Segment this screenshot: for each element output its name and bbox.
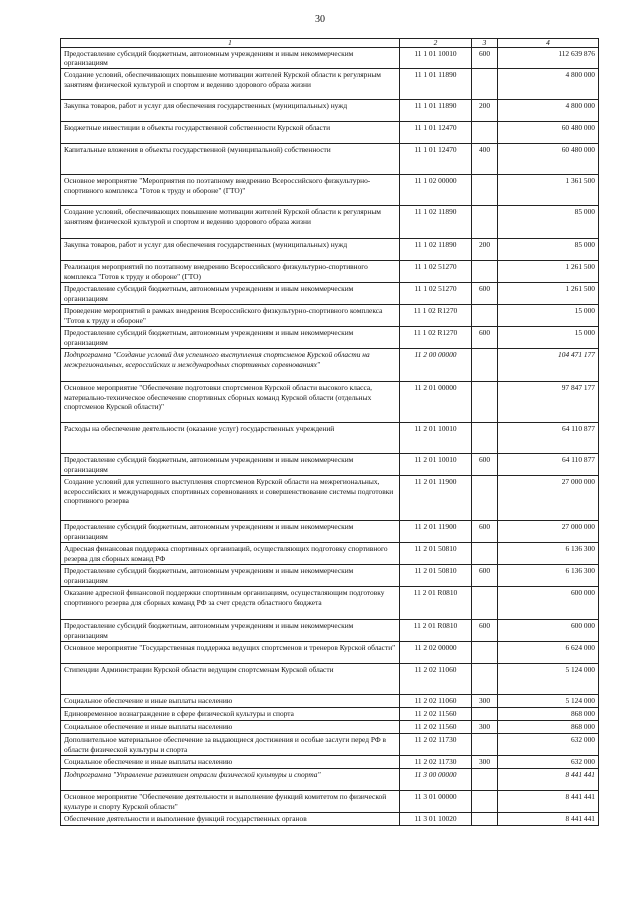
cell-name: Социальное обеспечение и иные выплаты населению [61, 695, 400, 708]
cell-amount: 64 110 877 [498, 423, 599, 454]
cell-name: Подпрограмма "Создание условий для успешного выступления спортсменов Курской области на межрегиональных, всероссийских и международных спортивных соревнованиях" [61, 349, 400, 382]
cell-name: Создание условий, обеспечивающих повышение мотивации жителей Курской области к регулярным занятиям физической культурой и спортом и ведению здорового образа жизни [61, 69, 400, 100]
cell-type: 200 [472, 100, 498, 122]
table-row [61, 382, 599, 423]
table-row [61, 565, 599, 587]
cell-name: Единовременное вознаграждение в сфере физической культуры и спорта [61, 708, 400, 721]
cell-type: 600 [472, 620, 498, 642]
table-row [61, 813, 599, 826]
table-row [61, 454, 599, 476]
cell-type [472, 206, 498, 239]
cell-amount: 600 000 [498, 620, 599, 642]
cell-code: 11 1 02 11890 [400, 206, 472, 239]
cell-amount: 104 471 177 [498, 349, 599, 382]
cell-name: Дополнительное материальное обеспечение за выдающиеся достижения и особые заслуги перед РФ в области физической культуры и спорта [61, 734, 400, 756]
cell-type: 600 [472, 521, 498, 543]
cell-code: 11 1 02 11890 [400, 239, 472, 261]
table-row [61, 620, 599, 642]
cell-type [472, 122, 498, 144]
cell-amount: 1 261 500 [498, 261, 599, 283]
table-row [61, 261, 599, 283]
column-header-type: 3 [472, 39, 498, 48]
cell-amount: 6 136 300 [498, 543, 599, 565]
cell-name: Проведение мероприятий в рамках внедрения Всероссийского физкультурно-спортивного комплекса "Готов к труду и обороне" [61, 305, 400, 327]
cell-code: 11 2 02 11060 [400, 695, 472, 708]
cell-amount: 15 000 [498, 305, 599, 327]
cell-name: Закупка товаров, работ и услуг для обеспечения государственных (муниципальных) нужд [61, 100, 400, 122]
cell-amount: 5 124 000 [498, 664, 599, 695]
cell-name: Создание условий для успешного выступления спортсменов Курской области на межрегиональных, всероссийских и международных спортивных соревнованиях и совершенствование системы подготовки спортивного резерва [61, 476, 400, 521]
cell-amount: 60 480 000 [498, 144, 599, 175]
cell-name: Подпрограмма "Управление развитием отрасли физической культуры и спорта" [61, 769, 400, 791]
table-row [61, 695, 599, 708]
cell-amount: 27 000 000 [498, 476, 599, 521]
cell-type: 200 [472, 239, 498, 261]
cell-amount: 8 441 441 [498, 769, 599, 791]
cell-amount: 4 800 000 [498, 100, 599, 122]
table-row [61, 48, 599, 69]
cell-code: 11 1 02 51270 [400, 283, 472, 305]
cell-amount: 1 361 500 [498, 175, 599, 206]
cell-code: 11 2 01 11900 [400, 476, 472, 521]
cell-code: 11 2 01 11900 [400, 521, 472, 543]
cell-name: Бюджетные инвестиции в объекты государственной собственности Курской области [61, 122, 400, 144]
cell-name: Основное мероприятие "Обеспечение деятельности и выполнение функций комитетом по физической культуре и спорту Курской области" [61, 791, 400, 813]
cell-amount: 632 000 [498, 756, 599, 769]
cell-code: 11 2 02 11730 [400, 734, 472, 756]
cell-amount: 1 261 500 [498, 283, 599, 305]
table-row [61, 791, 599, 813]
cell-code: 11 2 01 50810 [400, 543, 472, 565]
table-row [61, 521, 599, 543]
cell-name: Предоставление субсидий бюджетным, автономным учреждениям и иным некоммерческим организациям [61, 283, 400, 305]
cell-code: 11 1 02 R1270 [400, 305, 472, 327]
cell-code: 11 2 01 R0810 [400, 587, 472, 620]
cell-name: Социальное обеспечение и иные выплаты населению [61, 756, 400, 769]
cell-name: Предоставление субсидий бюджетным, автономным учреждениям и иным некоммерческим организациям [61, 565, 400, 587]
cell-amount: 85 000 [498, 206, 599, 239]
cell-code: 11 2 01 00000 [400, 382, 472, 423]
cell-type: 600 [472, 327, 498, 349]
table-row [61, 756, 599, 769]
table-row [61, 175, 599, 206]
cell-type [472, 69, 498, 100]
cell-type: 600 [472, 565, 498, 587]
table-row [61, 100, 599, 122]
cell-amount: 60 480 000 [498, 122, 599, 144]
cell-name: Расходы на обеспечение деятельности (оказание услуг) государственных учреждений [61, 423, 400, 454]
cell-name: Закупка товаров, работ и услуг для обеспечения государственных (муниципальных) нужд [61, 239, 400, 261]
cell-code: 11 2 02 11730 [400, 756, 472, 769]
table-row [61, 708, 599, 721]
cell-amount: 632 000 [498, 734, 599, 756]
table-body [61, 48, 599, 826]
cell-name: Основное мероприятие "Мероприятия по поэтапному внедрению Всероссийского физкультурно-спортивного комплекса "Готов к труду и обороне" (ГТО)" [61, 175, 400, 206]
cell-type: 600 [472, 454, 498, 476]
cell-amount: 600 000 [498, 587, 599, 620]
cell-amount: 8 441 441 [498, 791, 599, 813]
cell-type [472, 642, 498, 664]
cell-code: 11 1 01 12470 [400, 122, 472, 144]
cell-type [472, 382, 498, 423]
cell-name: Предоставление субсидий бюджетным, автономным учреждениям и иным некоммерческим организациям [61, 327, 400, 349]
cell-type [472, 349, 498, 382]
cell-name: Основное мероприятие "Обеспечение подготовки спортсменов Курской области высокого класса, материально-техническое обеспечение спортивных сборных команд Курской области (отдельных спортсменов Курской области)" [61, 382, 400, 423]
table-row [61, 642, 599, 664]
table-row [61, 206, 599, 239]
table-row [61, 587, 599, 620]
cell-amount: 64 110 877 [498, 454, 599, 476]
cell-name: Социальное обеспечение и иные выплаты населению [61, 721, 400, 734]
cell-type: 300 [472, 721, 498, 734]
cell-code: 11 2 00 00000 [400, 349, 472, 382]
cell-type [472, 734, 498, 756]
cell-amount: 27 000 000 [498, 521, 599, 543]
cell-name: Реализация мероприятий по поэтапному внедрению Всероссийского физкультурно-спортивного комплекса "Готов к труду и обороне" (ГТО) [61, 261, 400, 283]
cell-name: Оказание адресной финансовой поддержки спортивным организациям, осуществляющим подготовку спортивного резерва для сборных команд РФ за счет средств областного бюджета [61, 587, 400, 620]
cell-code: 11 2 01 10010 [400, 423, 472, 454]
cell-code: 11 1 02 00000 [400, 175, 472, 206]
cell-code: 11 2 01 10010 [400, 454, 472, 476]
column-header-code: 2 [400, 39, 472, 48]
column-header-amount: 4 [498, 39, 599, 48]
cell-type [472, 791, 498, 813]
cell-code: 11 1 01 11890 [400, 100, 472, 122]
cell-name: Обеспечение деятельности и выполнение функций государственных органов [61, 813, 400, 826]
cell-amount: 868 000 [498, 708, 599, 721]
budget-table [60, 38, 599, 826]
cell-code: 11 1 01 10010 [400, 48, 472, 69]
cell-type [472, 708, 498, 721]
cell-type [472, 175, 498, 206]
table-row [61, 122, 599, 144]
cell-amount: 97 847 177 [498, 382, 599, 423]
cell-amount: 85 000 [498, 239, 599, 261]
table-row [61, 543, 599, 565]
cell-amount: 6 136 300 [498, 565, 599, 587]
table-row [61, 239, 599, 261]
cell-amount: 15 000 [498, 327, 599, 349]
cell-amount: 8 441 441 [498, 813, 599, 826]
cell-code: 11 3 01 00000 [400, 791, 472, 813]
cell-name: Предоставление субсидий бюджетным, автономным учреждениям и иным некоммерческим организациям [61, 454, 400, 476]
table-row [61, 283, 599, 305]
cell-name: Адресная финансовая поддержка спортивных организаций, осуществляющих подготовку спортивного резерва для сборных команд РФ [61, 543, 400, 565]
cell-name: Создание условий, обеспечивающих повышение мотивации жителей Курской области к регулярным занятиям физической культурой и спортом и ведению здорового образа жизни [61, 206, 400, 239]
cell-name: Стипендии Администрации Курской области ведущим спортсменам Курской области [61, 664, 400, 695]
cell-type [472, 543, 498, 565]
cell-code: 11 1 02 51270 [400, 261, 472, 283]
cell-code: 11 2 02 11560 [400, 708, 472, 721]
cell-code: 11 1 02 R1270 [400, 327, 472, 349]
cell-amount: 4 800 000 [498, 69, 599, 100]
column-header-name: 1 [61, 39, 400, 48]
table-row [61, 349, 599, 382]
cell-amount: 6 624 000 [498, 642, 599, 664]
table-row [61, 721, 599, 734]
table-row [61, 734, 599, 756]
table-row [61, 769, 599, 791]
cell-name: Предоставление субсидий бюджетным, автономным учреждениям и иным некоммерческим организациям [61, 521, 400, 543]
cell-type [472, 423, 498, 454]
cell-code: 11 2 01 R0810 [400, 620, 472, 642]
table-row [61, 327, 599, 349]
cell-code: 11 2 02 11060 [400, 664, 472, 695]
table-row [61, 664, 599, 695]
table-row [61, 144, 599, 175]
cell-amount: 868 000 [498, 721, 599, 734]
cell-code: 11 2 02 11560 [400, 721, 472, 734]
cell-type [472, 305, 498, 327]
cell-name: Предоставление субсидий бюджетным, автономным учреждениям и иным некоммерческим организациям [61, 48, 400, 69]
table-header-row [61, 39, 599, 48]
table-row [61, 476, 599, 521]
cell-type: 400 [472, 144, 498, 175]
cell-code: 11 2 01 50810 [400, 565, 472, 587]
cell-code: 11 2 02 00000 [400, 642, 472, 664]
cell-type: 600 [472, 283, 498, 305]
page-number: 30 [315, 14, 325, 25]
cell-type [472, 813, 498, 826]
cell-type [472, 476, 498, 521]
cell-amount: 112 639 876 [498, 48, 599, 69]
cell-amount: 5 124 000 [498, 695, 599, 708]
cell-type: 300 [472, 756, 498, 769]
cell-name: Предоставление субсидий бюджетным, автономным учреждениям и иным некоммерческим организациям [61, 620, 400, 642]
cell-code: 11 3 01 10020 [400, 813, 472, 826]
cell-code: 11 1 01 11890 [400, 69, 472, 100]
cell-type: 300 [472, 695, 498, 708]
cell-name: Капитальные вложения в объекты государственной (муниципальной) собственности [61, 144, 400, 175]
cell-type: 600 [472, 48, 498, 69]
cell-type [472, 261, 498, 283]
cell-type [472, 769, 498, 791]
table-row [61, 305, 599, 327]
cell-code: 11 1 01 12470 [400, 144, 472, 175]
table-row [61, 69, 599, 100]
cell-name: Основное мероприятие "Государственная поддержка ведущих спортсменов и тренеров Курской области" [61, 642, 400, 664]
cell-code: 11 3 00 00000 [400, 769, 472, 791]
cell-type [472, 587, 498, 620]
cell-type [472, 664, 498, 695]
table-row [61, 423, 599, 454]
